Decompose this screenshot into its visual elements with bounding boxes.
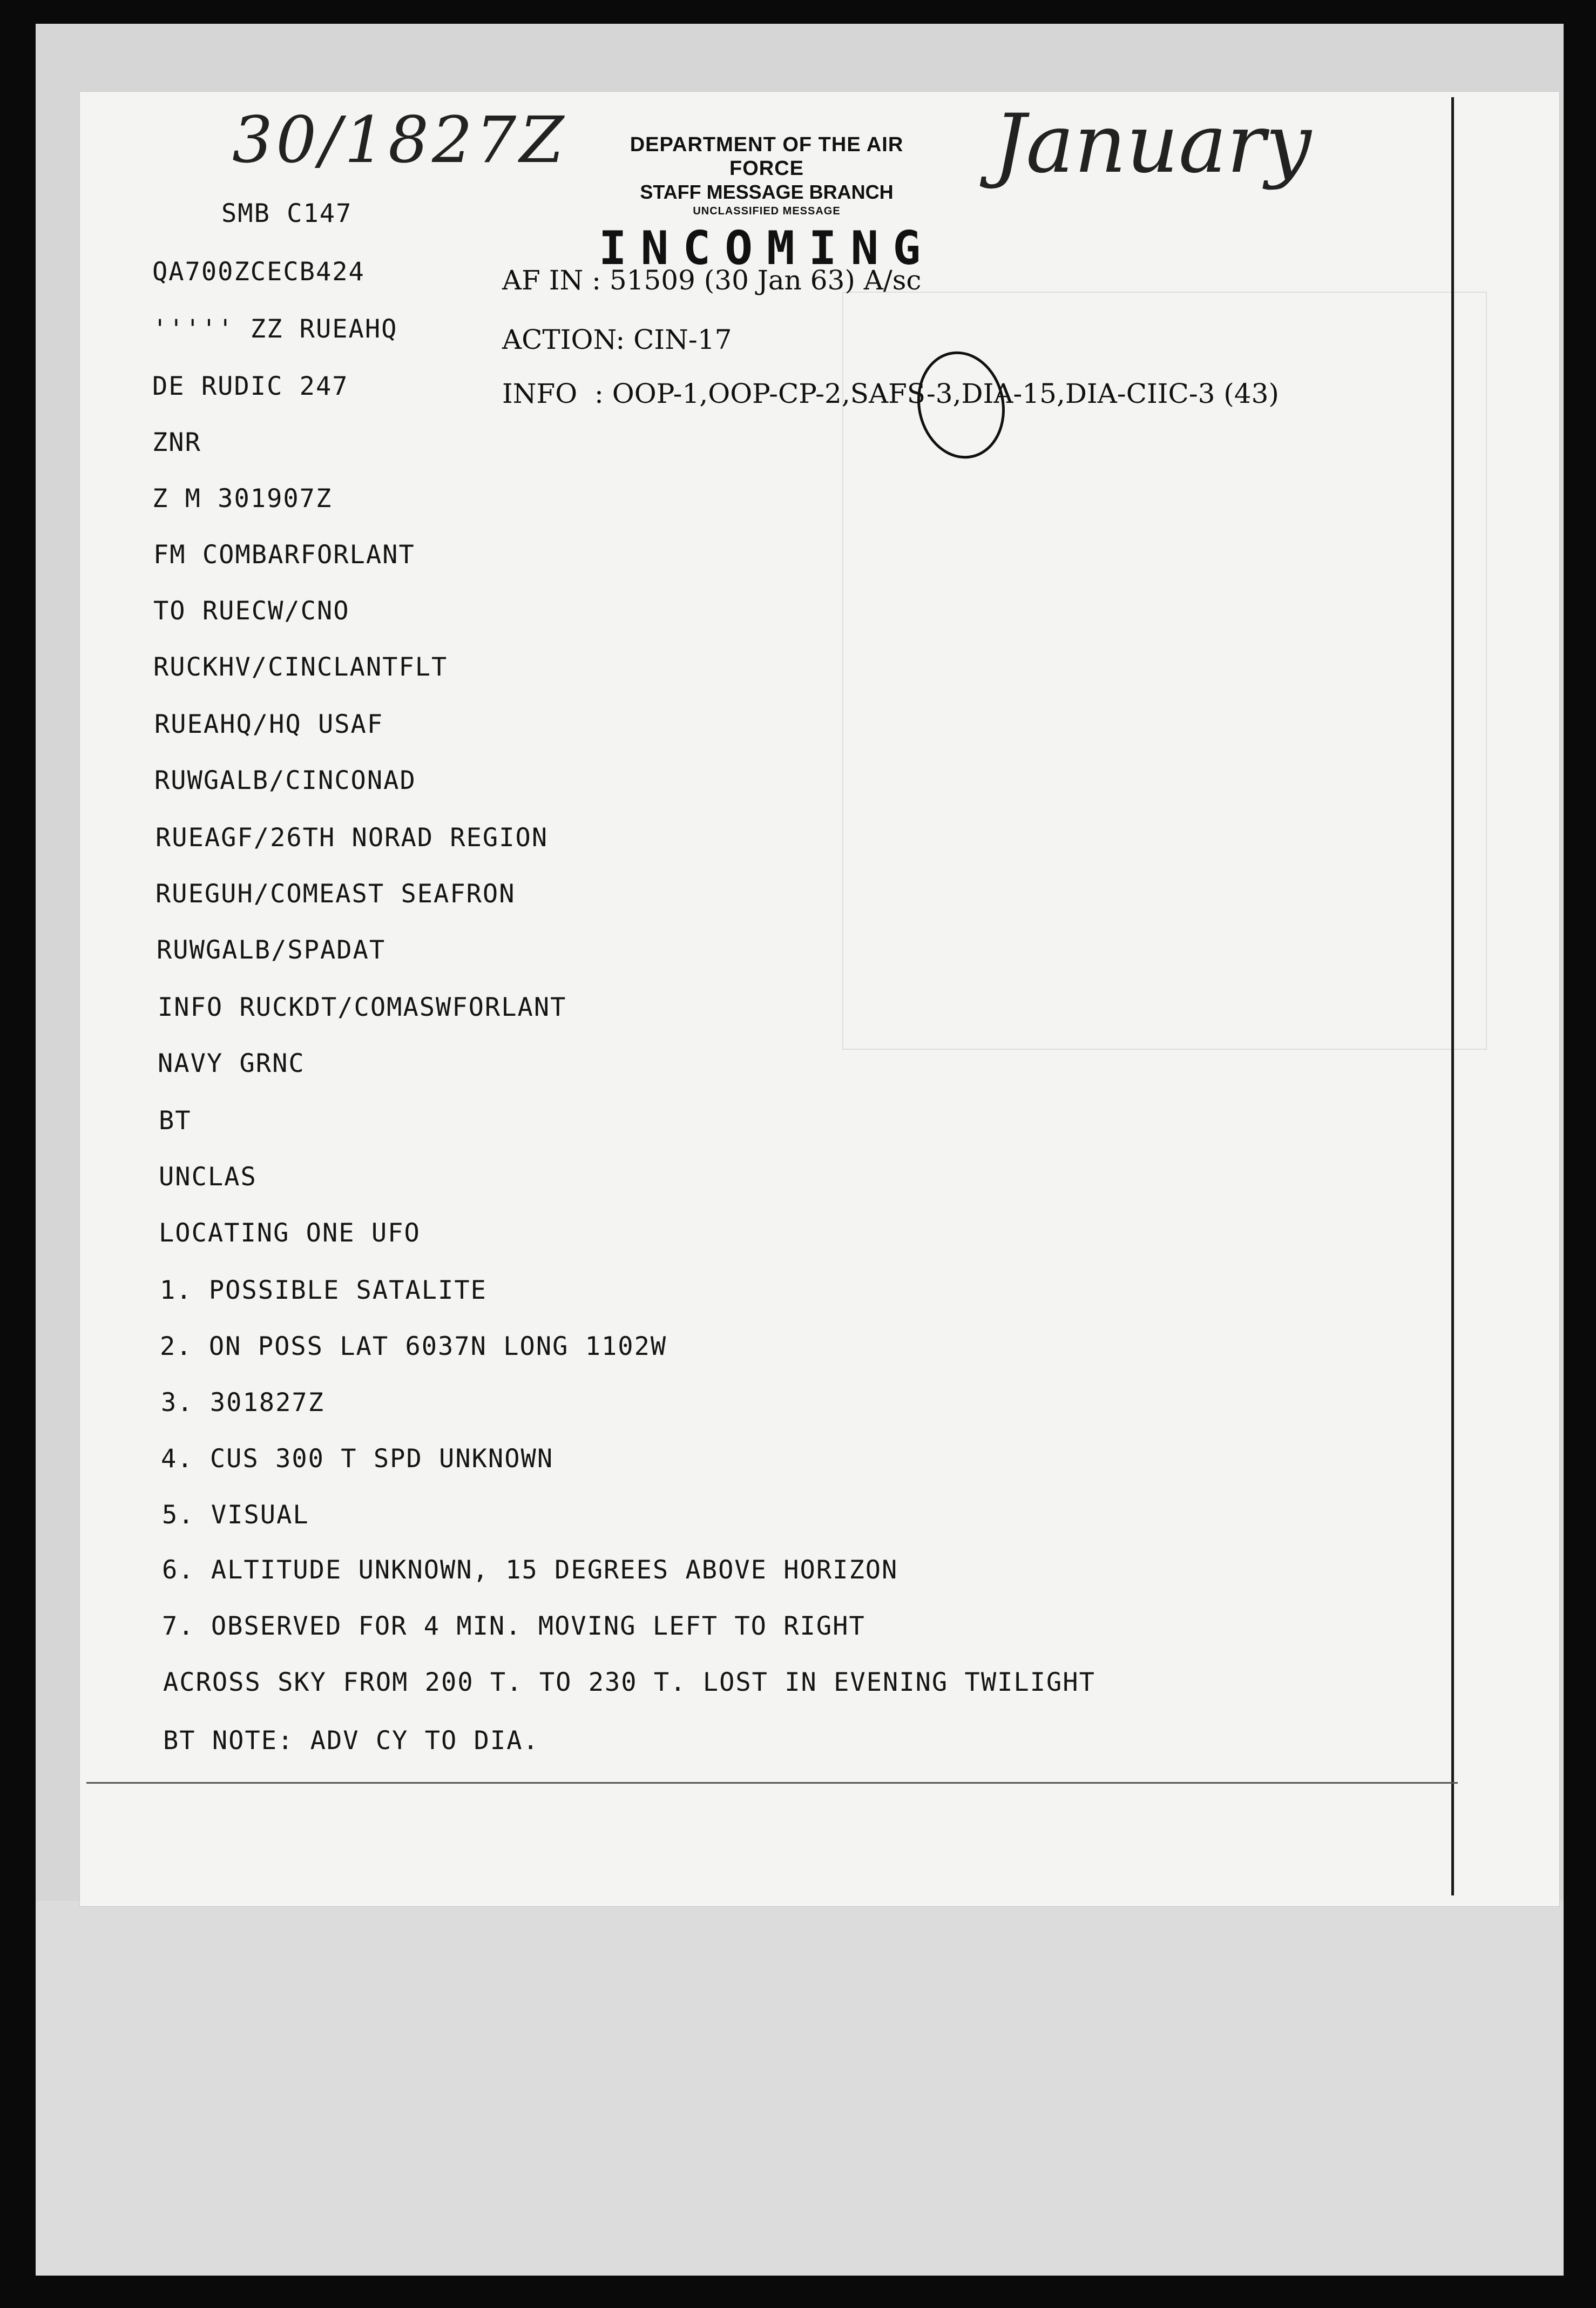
message-line: INFO RUCKDT/COMASWFORLANT bbox=[158, 993, 567, 1022]
handwritten-month: January bbox=[993, 97, 1311, 191]
message-line: 3. 301827Z bbox=[161, 1388, 324, 1418]
classification-label: UNCLASSIFIED MESSAGE bbox=[693, 205, 841, 217]
message-header bbox=[594, 133, 939, 275]
message-line: DE RUDIC 247 bbox=[152, 372, 349, 401]
message-line: RUCKHV/CINCLANTFLT bbox=[153, 652, 448, 682]
message-line: BT NOTE: ADV CY TO DIA. bbox=[163, 1726, 539, 1756]
message-line: Z M 301907Z bbox=[152, 484, 333, 514]
message-line: 7. OBSERVED FOR 4 MIN. MOVING LEFT TO RIGHT bbox=[162, 1611, 865, 1641]
message-line: RUEGUH/COMEAST SEAFRON bbox=[155, 879, 516, 909]
department-name: DEPARTMENT OF THE AIR FORCE bbox=[630, 133, 904, 180]
message-line: ''''' ZZ RUEAHQ bbox=[152, 314, 398, 344]
message-line: RUWGALB/CINCONAD bbox=[154, 766, 416, 795]
message-line: 5. VISUAL bbox=[162, 1500, 309, 1530]
sheet-right-edge bbox=[1451, 97, 1454, 1895]
message-line: BT bbox=[159, 1106, 192, 1136]
info-line: INFO : OOP-1,OOP-CP-2,SAFS-3,DIA-15,DIA-CIIC-3 (43) bbox=[502, 378, 1279, 409]
branch-name: STAFF MESSAGE BRANCH bbox=[640, 181, 894, 203]
message-line: TO RUECW/CNO bbox=[153, 596, 350, 626]
message-line: ACROSS SKY FROM 200 T. TO 230 T. LOST IN EVENING TWILIGHT bbox=[163, 1668, 1095, 1697]
message-line: RUEAHQ/HQ USAF bbox=[154, 710, 384, 739]
af-in-line: AF IN : 51509 (30 Jan 63) A/sc bbox=[502, 265, 922, 296]
message-line: UNCLAS bbox=[159, 1162, 257, 1192]
action-line: ACTION: CIN-17 bbox=[502, 324, 732, 355]
message-line: RUWGALB/SPADAT bbox=[157, 935, 386, 965]
message-line: NAVY GRNC bbox=[158, 1049, 305, 1078]
message-end-rule bbox=[86, 1782, 1458, 1784]
message-line: 2. ON POSS LAT 6037N LONG 1102W bbox=[160, 1332, 667, 1361]
message-line: 6. ALTITUDE UNKNOWN, 15 DEGREES ABOVE HORIZON bbox=[162, 1555, 898, 1585]
message-line: SMB C147 bbox=[221, 199, 353, 228]
message-line: ZNR bbox=[152, 428, 201, 457]
handwritten-datetime: 30/1827Z bbox=[232, 103, 567, 177]
message-line: LOCATING ONE UFO bbox=[159, 1218, 421, 1248]
message-line: RUEAGF/26TH NORAD REGION bbox=[155, 823, 549, 853]
message-line: QA700ZCECB424 bbox=[152, 257, 365, 287]
message-line: 4. CUS 300 T SPD UNKNOWN bbox=[161, 1444, 554, 1474]
message-line: FM COMBARFORLANT bbox=[153, 540, 415, 570]
incoming-title: INCOMING bbox=[598, 221, 935, 275]
message-line: 1. POSSIBLE SATALITE bbox=[160, 1276, 487, 1305]
scan-lower-area bbox=[36, 1901, 1564, 2276]
